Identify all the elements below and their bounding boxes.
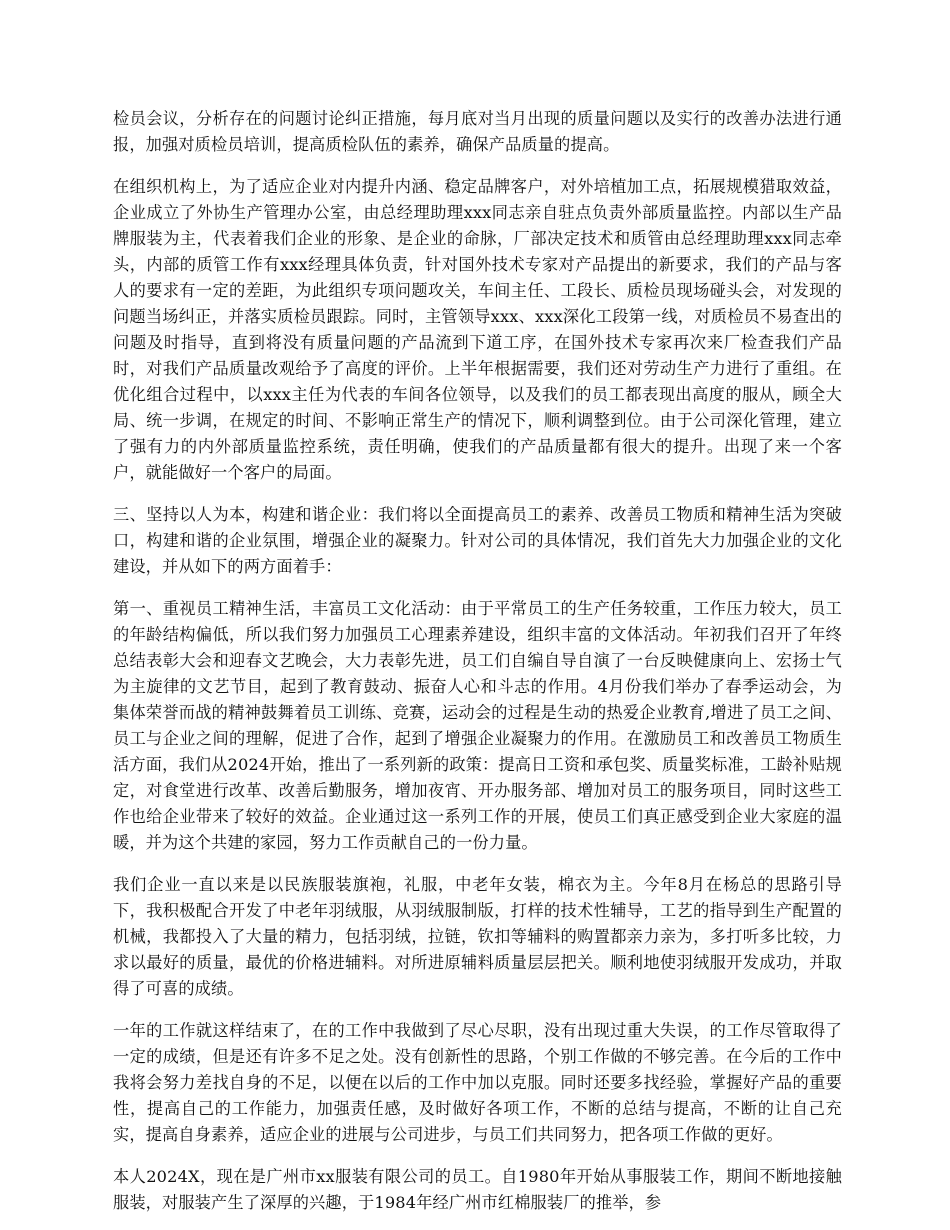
paragraph-quality-meeting: 检员会议，分析存在的问题讨论纠正措施，每月底对当月出现的质量问题以及实行的改善办法进行通报，加强对质检员培训，提高质检队伍的素养，确保产品质量的提高。 — [113, 109, 842, 154]
paragraph-down-jacket: 我们企业一直以来是以民族服装旗袍，礼服，中老年女装，棉衣为主。今年8月在杨总的思路引导下，我积极配合开发了中老年羽绒服，从羽绒服制版，打样的技术性辅导，工艺的指导到生产配置的机械，我都投入了大量的精力，包括羽绒，拉链，钦扣等辅料的购置都亲力亲为，多打听多比较，力求以最好的质量，最优的价格进辅料。对所进原辅料质量层层把关。顺利地使羽绒服开发成功，并取得了可喜的成绩。 — [113, 875, 842, 998]
paragraph-staff-activities: 第一、重视员工精神生活，丰富员工文化活动：由于平常员工的生产任务较重，工作压力较大，员工的年龄结构偏低，所以我们努力加强员工心理素养建设，组织丰富的文体活动。年初我们召开了年终总结表彰大会和迎春文艺晚会，大力表彰先进，员工们自编自导自演了一台反映健康向上、宏扬士气为主旋律的文艺节目，起到了教育鼓动、振奋人心和斗志的作用。4月份我们举办了春季运动会，为集体荣誉而战的精神鼓舞着员工训练、竞赛，运动会的过程是生动的热爱企业教育,增进了员工之间、员工与企业之间的理解，促进了合作，起到了增强企业凝聚力的作用。在激励员工和改善员工物质生活方面，我们从2024开始，推出了一系列新的政策：提高日工资和承包奖、质量奖标准，工龄补贴规定，对食堂进行改革、改善后勤服务，增加夜宵、开办服务部、增加对员工的服务项目，同时这些工作也给企业带来了较好的效益。企业通过这一系列工作的开展，使员工们真正感受到企业大家庭的温暖，并为这个共建的家园，努力工作贡献自己的一份力量。 — [113, 599, 842, 852]
paragraph-personal-intro: 本人2024X，现在是广州市xx服装有限公司的员工。自1980年开始从事服装工作，期间不断地接触服装，对服装产生了深厚的兴趣，于1984年经广州市红棉服装厂的推举，参 — [113, 1167, 842, 1212]
paragraph-people-oriented: 三、坚持以人为本，构建和谐企业：我们将以全面提高员工的素养、改善员工物质和精神生活为突破口，构建和谐的企业氛围，增强企业的凝聚力。针对公司的具体情况，我们首先大力加强企业的文化建设，并从如下的两方面着手： — [113, 505, 842, 576]
paragraph-organization: 在组织机构上，为了适应企业对内提升内涵、稳定品牌客户，对外培植加工点，拓展规模猎取效益，企业成立了外协生产管理办公室，由总经理助理xxx同志亲自驻点负责外部质量监控。内部以生产品牌服装为主，代表着我们企业的形象、是企业的命脉，厂部决定技术和质管由总经理助理xxx同志牵头，内部的质管工作有xxx经理具体负责，针对国外技术专家对产品提出的新要求，我们的产品与客人的要求有一定的差距，为此组织专项问题攻关，车间主任、工段长、质检员现场碰头会，对发现的问题当场纠正，并落实质检员跟踪。同时，主管领导xxx、xxx深化工段第一线，对质检员不易查出的问题及时指导，直到将没有质量问题的产品流到下道工序，在国外技术专家再次来厂检查我们产品时，对我们产品质量改观给予了高度的评价。上半年根据需要，我们还对劳动生产力进行了重组。在优化组合过程中，以xxx主任为代表的车间各位领导，以及我们的员工都表现出高度的服从，顾全大局、统一步调，在规定的时间、不影响正常生产的情况下，顺利调整到位。由于公司深化管理，建立了强有力的内外部质量监控系统，责任明确，使我们的产品质量都有很大的提升。出现了来一个客户，就能做好一个客户的局面。 — [113, 177, 842, 482]
paragraph-year-summary: 一年的工作就这样结束了，在的工作中我做到了尽心尽职，没有出现过重大失误，的工作尽管取得了一定的成绩，但是还有许多不足之处。没有创新性的思路，个别工作做的不够完善。在今后的工作中我将会努力差找自身的不足，以便在以后的工作中加以克服。同时还要多找经验，掌握好产品的重要性，提高自己的工作能力，加强责任感，及时做好各项工作，不断的总结与提高，不断的让自己充实，提高自身素养，适应企业的进展与公司进步，与员工们共同努力，把各项工作做的更好。 — [113, 1021, 842, 1144]
